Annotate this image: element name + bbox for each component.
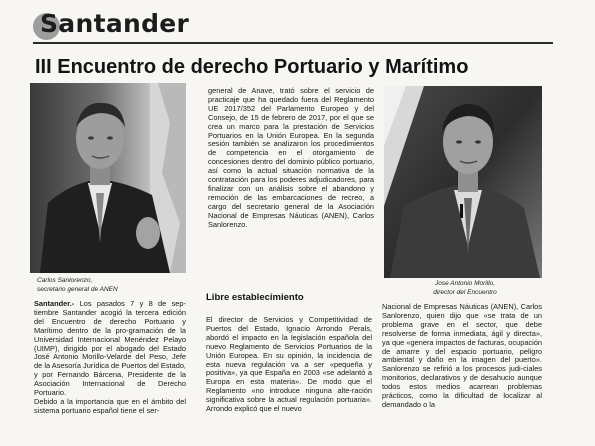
article-lead: Santander.- xyxy=(34,299,75,308)
article-paragraph: general de Anave, trató sobre el servicio de practicaje que ha quedado fuera del Reglamento UE 2017/352 del Parlamento Europeo y del Consejo, de 15 de febrero de 2017, por el que se crea un marco para la prestación de Servicios Portuarios en la Unión Europea. En la segunda sesión también se analizaron los procedimientos de competencia en el otorgamiento de concesiones dentro del dominio público portuario, así como la actual situación normativa de la contratación para los poderes adjudicadores, para finalizar con un análisis sobre el abandono y remoción de las embarcaciones de recreo, a cargo del secretario general de la Asociación Nacional de Empresas Náuticas (ANEN), Carlos Sanlorenzo. xyxy=(208,86,374,229)
article-paragraph xyxy=(34,300,186,398)
article-paragraph: Nacional de Empresas Náuticas (ANEN), Carlos Sanlorenzo, quien dijo que «se trata de un problema grave en el sector, que debe resolverse de forma inmediata, ágil y directa», ya que «genera impactos de facturas, ocupación de amarre y del espacio portuario, peligro ambiental y daño en la imagen del puerto». Sanlorenzo se refirió a los procesos judi-ciales monitorios, declarativos y de desahucio aunque todos estos medios acarrean problemas prácticos, como la dificultad de localizar al demandado o la xyxy=(382,302,542,409)
photo-caption-morillo xyxy=(405,280,525,297)
article-paragraph: El director de Servicios y Competitividad de Puertos del Estado, Ignacio Arrondo Perals, abordó el impacto en la legislación española del nuevo Reglamento de Servicios Portuarios de la Unión Europea. En su opinión, la incidencia de esta nueva regulación va a ser «pequeña y positiva», ya que España en 2003 «se adelantó a Europa en esta materia». De modo que el Reglamento «no introduce ninguna alte-ración significativa sobre la actual regulación portuaria». Arrondo explicó que el nuevo xyxy=(206,315,372,414)
header-divider xyxy=(33,42,553,44)
article-paragraph: Debido a la importancia que en el ámbito del sistema portuario español tiene el ser- xyxy=(34,396,186,415)
article-subheading: Libre establecimiento xyxy=(206,292,304,303)
caption-name: Jose Antonio Morillo, xyxy=(434,280,496,287)
article-column-middle-top xyxy=(208,87,374,230)
article-paragraph-text: Los pasados 7 y 8 de sep-tiembre Santander acogió la tercera edición del Encuentro de derecho Portuario y Marítimo dentro de la pro-gramación de la Universidad Internacional Menéndez Pelayo (UIMP), dirigido por el abogado del Estado José Antonio Morillo-Velarde del Peso, Jefe de la Asesoría Jurídica de Puertos del Estado, y por Fernando Bárcena, Presidente de la Asociación Internacional de Derecho Portuario. xyxy=(34,299,186,398)
caption-role: secretario general de ANEN xyxy=(37,285,118,293)
caption-role: director del Encuentro xyxy=(433,288,497,296)
article-headline: III Encuentro de derecho Portuario y Marítimo xyxy=(35,56,469,78)
photo-caption-sanlorenzo xyxy=(37,277,118,294)
article-column-left xyxy=(34,300,186,416)
portrait-photo-sanlorenzo xyxy=(30,83,186,273)
article-column-right xyxy=(382,303,542,410)
section-title: Santander xyxy=(40,9,190,38)
article-column-middle-bottom xyxy=(206,316,372,414)
caption-name: Carlos Sanlorenzo, xyxy=(37,277,93,284)
portrait-photo-morillo xyxy=(384,86,542,278)
